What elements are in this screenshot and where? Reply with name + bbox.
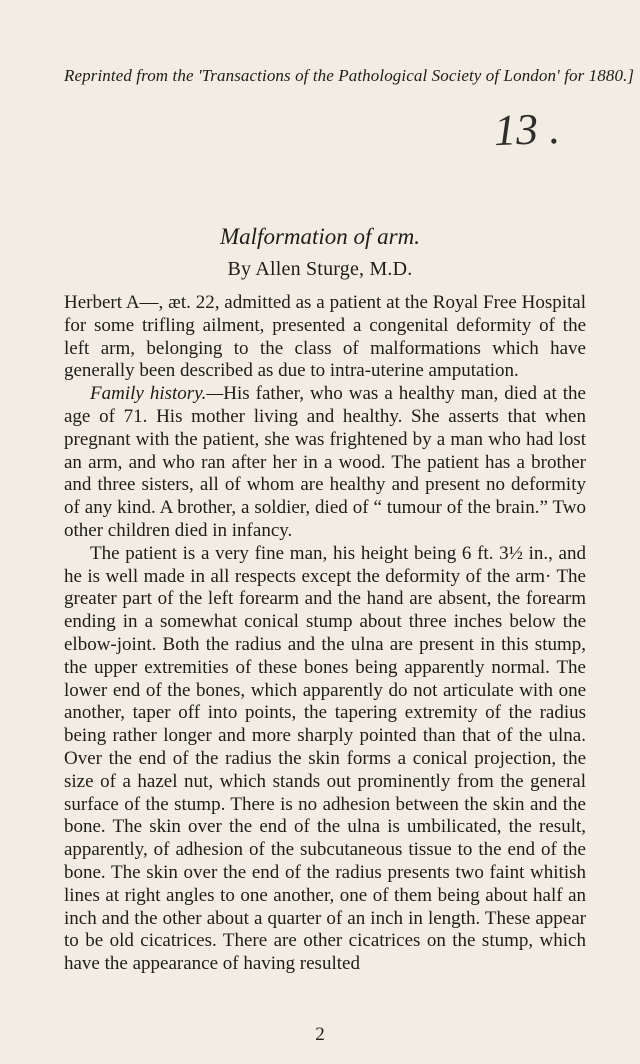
family-history-label: Family history.— bbox=[90, 383, 224, 405]
page-number: 2 bbox=[315, 1024, 325, 1045]
paragraph-3: The patient is a very fine man, his height being 6 ft. 3½ in., and he is well made in all respects except the deformity of the arm· The greater part of the left forearm and the hand are absent, the forearm ending in a somewhat conical stump about three inches below the elbow-joint. Both the radius and the ulna are present in this stump, the upper extremities of these bones being apparently normal. The lower end of the bones, which apparently do not articulate with one another, taper off into points, the tapering extremity of the radius being rather longer and more sharply pointed than that of the ulna. Over the end of the radius the skin forms a conical projection, the size of a hazel nut, which stands out prominently from the general surface of the stump. There is no adhesion between the skin and the bone. The skin over the end of the ulna is umbilicated, the result, apparently, of adhesion of the subcutaneous tissue to the end of the bone. The skin over the end of the radius presents two faint whitish lines at right angles to one another, one of them being about half an inch and the other about a quarter of an inch in length. These appear to be old cicatrices. There are other cicatrices on the stump, which have the appearance of having resulted bbox=[64, 542, 586, 975]
paragraph-1: Herbert A—, æt. 22, admitted as a patient at the Royal Free Hospital for some trifling ailment, presented a congenital deformity of the left arm, belonging to the class of malformations which have generally been described as due to intra-uterine amputation. bbox=[64, 292, 586, 382]
paragraph-2-text: His father, who was a healthy man, died at the age of 71. His mother living and healthy. She asserts that when pregnant with the patient, she was frightened by a man who had lost an arm, and who ran after her in a wood. The patient has a brother and three sisters, all of whom are healthy and present no deformity of any kind. A brother, a soldier, died of “ tumour of the brain.” Two other children died in infancy. bbox=[64, 383, 586, 541]
paragraph-2 bbox=[64, 383, 586, 543]
article-title: Malformation of arm. bbox=[220, 224, 420, 249]
article-author: By Allen Sturge, M.D. bbox=[227, 258, 413, 280]
article-body bbox=[64, 292, 586, 976]
reprint-header: Reprinted from the 'Transactions of the Pathological Society of London' for 1880.] bbox=[64, 66, 635, 85]
handwritten-page-mark: 13 . bbox=[493, 103, 561, 156]
